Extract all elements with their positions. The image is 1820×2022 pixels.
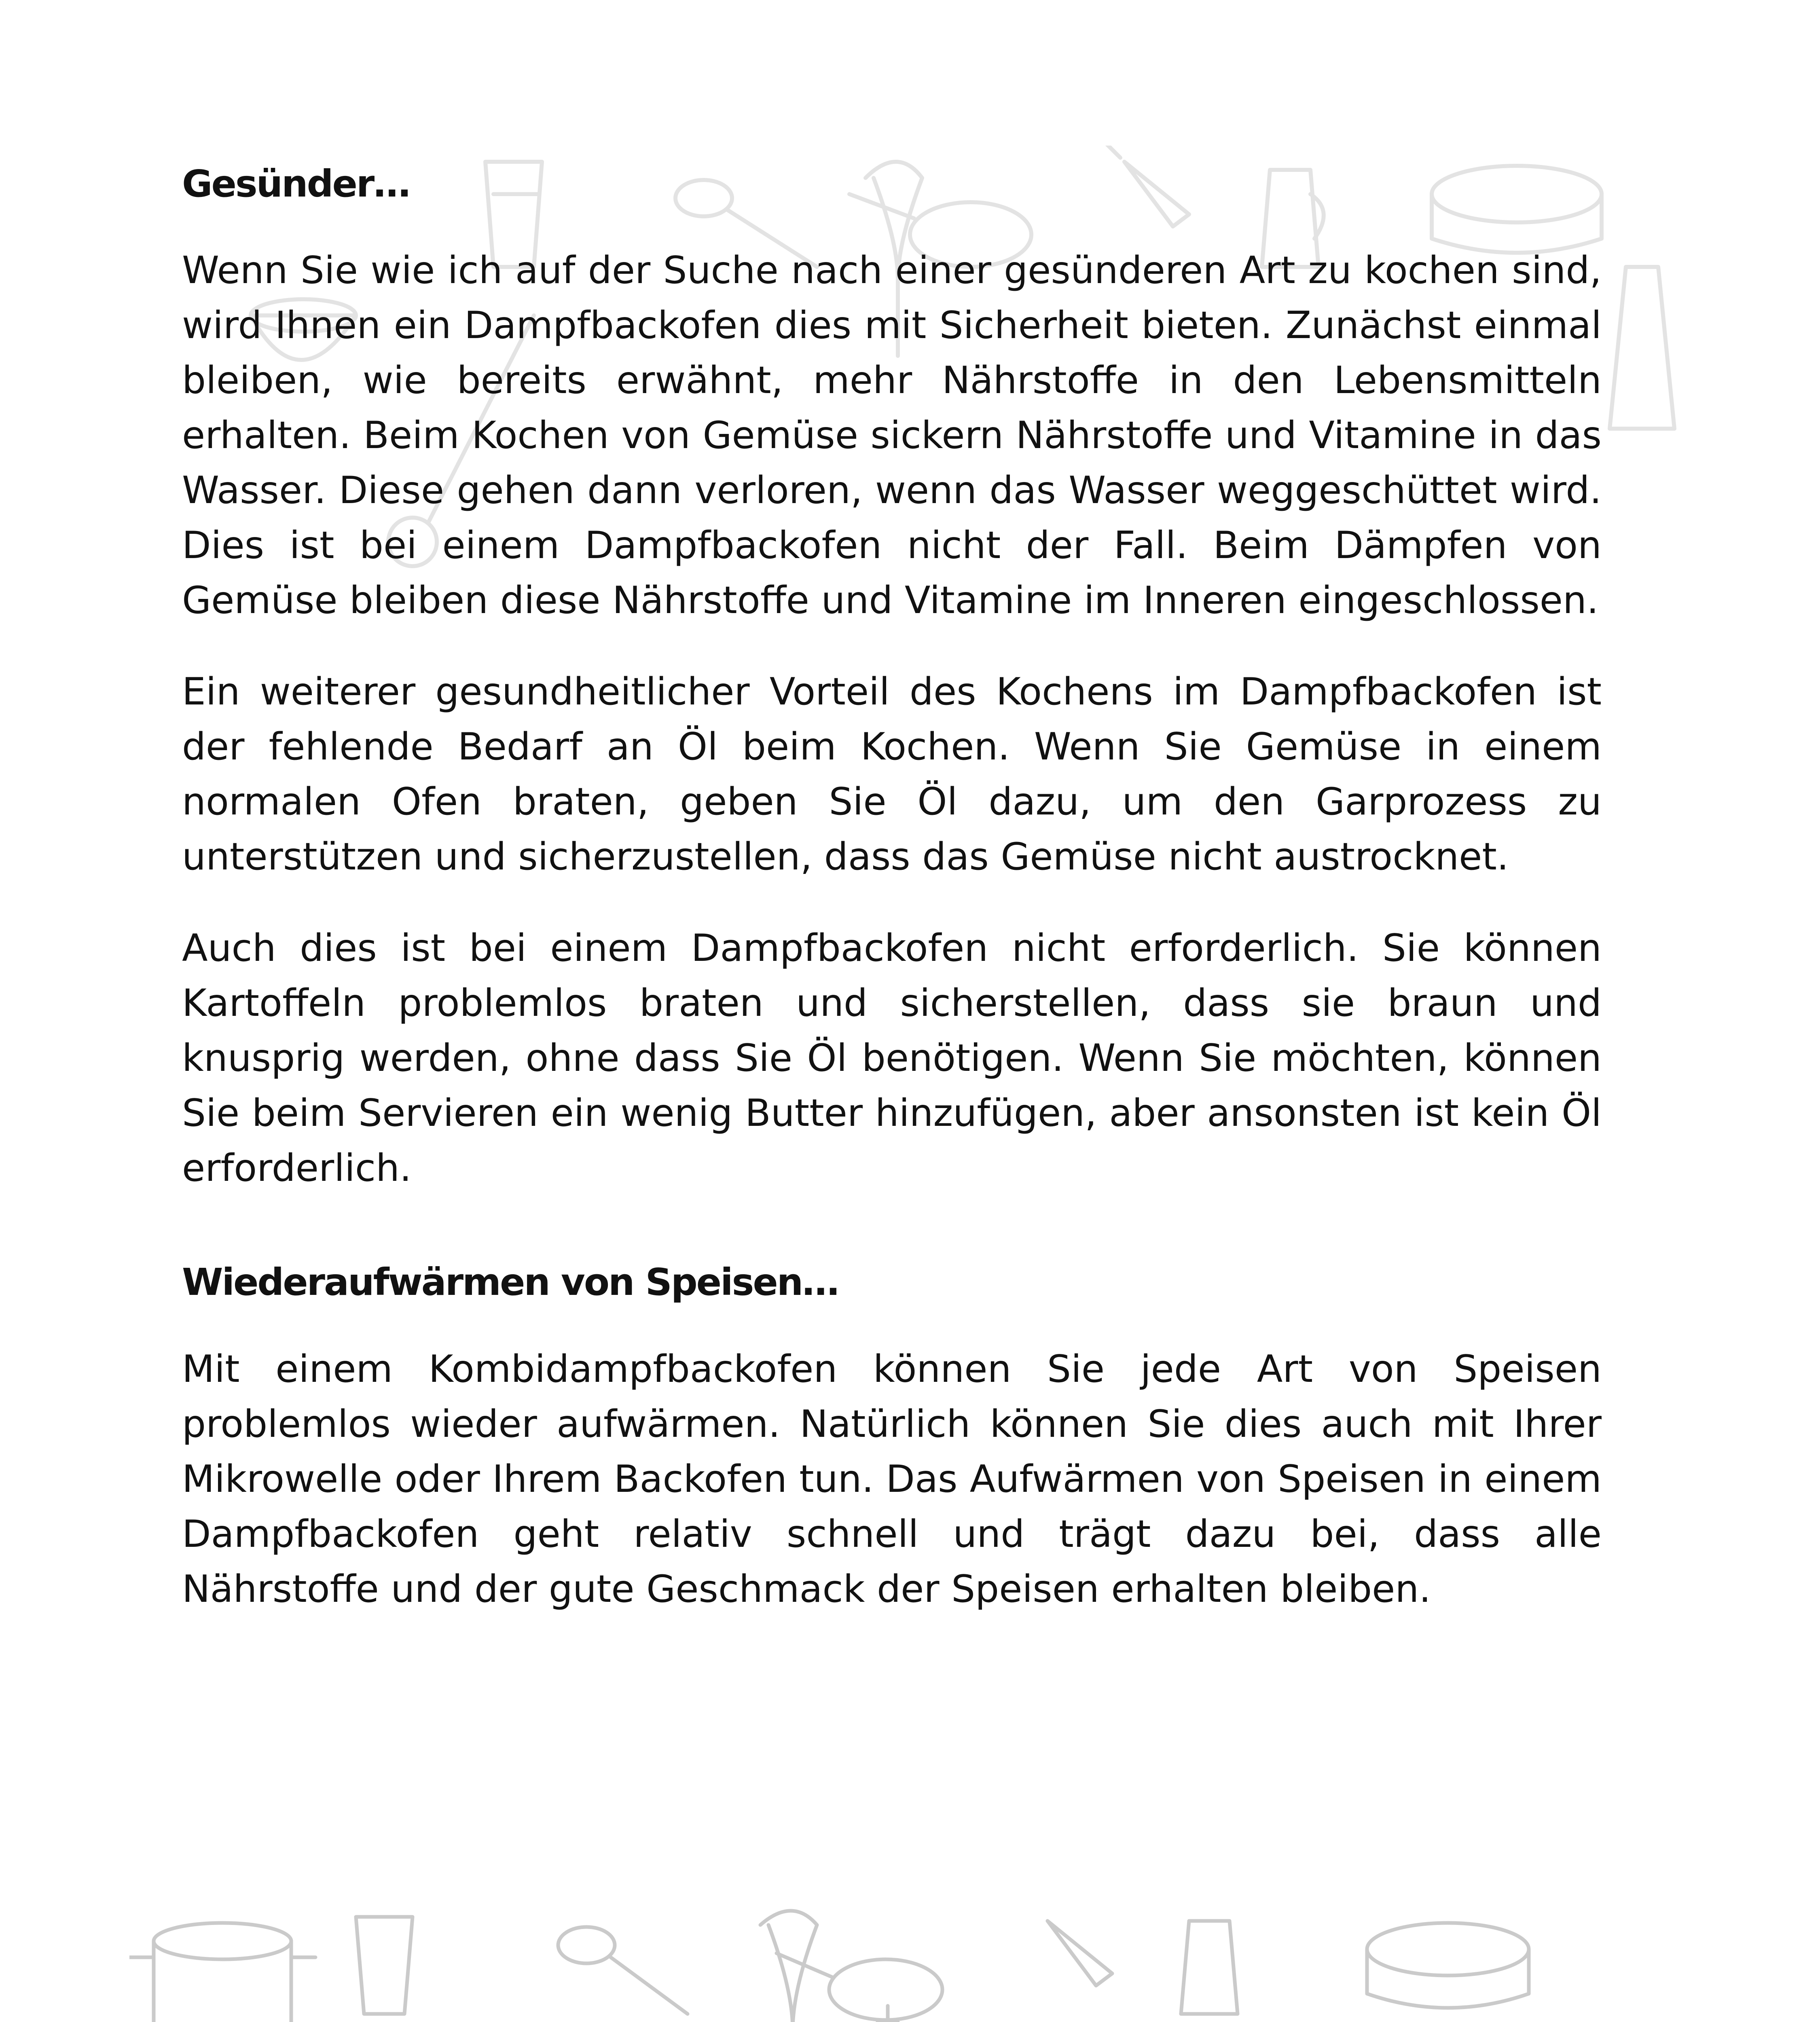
section-wiederaufwaermen xyxy=(182,1260,1602,1616)
paragraph: Mit einem Kombidampfbackofen können Sie jede Art von Speisen problemlos wieder aufwärmen. Natürlich können Sie dies auch mit Ihrer Mikrowelle oder Ihrem Backofen tun. Das Aufwärmen von Speisen in einem Dampfbackofen geht relativ schnell und trägt dazu bei, dass alle Nährstoffe und der gute Geschmack der Speisen erhalten bleiben. xyxy=(182,1347,1602,1611)
section-heading: Wiederaufwärmen von Speisen… xyxy=(182,1261,838,1304)
grater-icon xyxy=(1610,267,1674,429)
paragraph: Ein weiterer gesundheitlicher Vorteil des Kochens im Dampfbackofen ist der fehlende Bedarf an Öl beim Kochen. Wenn Sie Gemüse in einem normalen Ofen braten, geben Sie Öl dazu, um den Garprozess zu unterstützen und sicherzustellen, dass das Gemüse nicht austrocknet. xyxy=(182,670,1602,879)
spoon-icon xyxy=(558,1927,688,2014)
knife-icon xyxy=(1048,1921,1112,1986)
rolling-pin-icon xyxy=(878,2006,898,2022)
glass-icon xyxy=(356,1917,413,2014)
section-heading: Gesünder… xyxy=(182,162,410,205)
frying-pan-icon xyxy=(777,1953,942,2020)
document-body xyxy=(182,162,1602,1653)
paragraph: Auch dies ist bei einem Dampfbackofen nicht erforderlich. Sie können Kartoffeln problemlos braten und sicherstellen, dass sie braun und knusprig werden, ohne dass Sie Öl benötigen. Wenn Sie möchten, können Sie beim Servieren ein wenig Butter hinzufügen, aber ansonsten ist kein Öl erforderlich. xyxy=(182,926,1602,1190)
whisk-icon xyxy=(760,1911,817,2022)
cake-tin-icon xyxy=(1367,1923,1529,2008)
paragraph: Wenn Sie wie ich auf der Suche nach einer gesünderen Art zu kochen sind, wird Ihnen ein Dampfbackofen dies mit Sicherheit bieten. Zunächst einmal bleiben, wie bereits erwähnt, mehr Nährstoffe in den Lebensmitteln erhalten. Beim Kochen von Gemüse sickern Nährstoffe und Vitamine in das Wasser. Diese gehen dann verloren, wenn das Wasser weggeschüttet wird. Dies ist bei einem Dampfbackofen nicht der Fall. Beim Dämpfen von Gemüse bleiben diese Nährstoffe und Vitamine im Inneren eingeschlossen. xyxy=(182,248,1602,622)
section-gesuender xyxy=(182,162,1602,1195)
jug-icon xyxy=(1181,1921,1238,2014)
pot-icon xyxy=(129,1923,315,2022)
background-doodles-bottom xyxy=(129,1909,1691,2022)
